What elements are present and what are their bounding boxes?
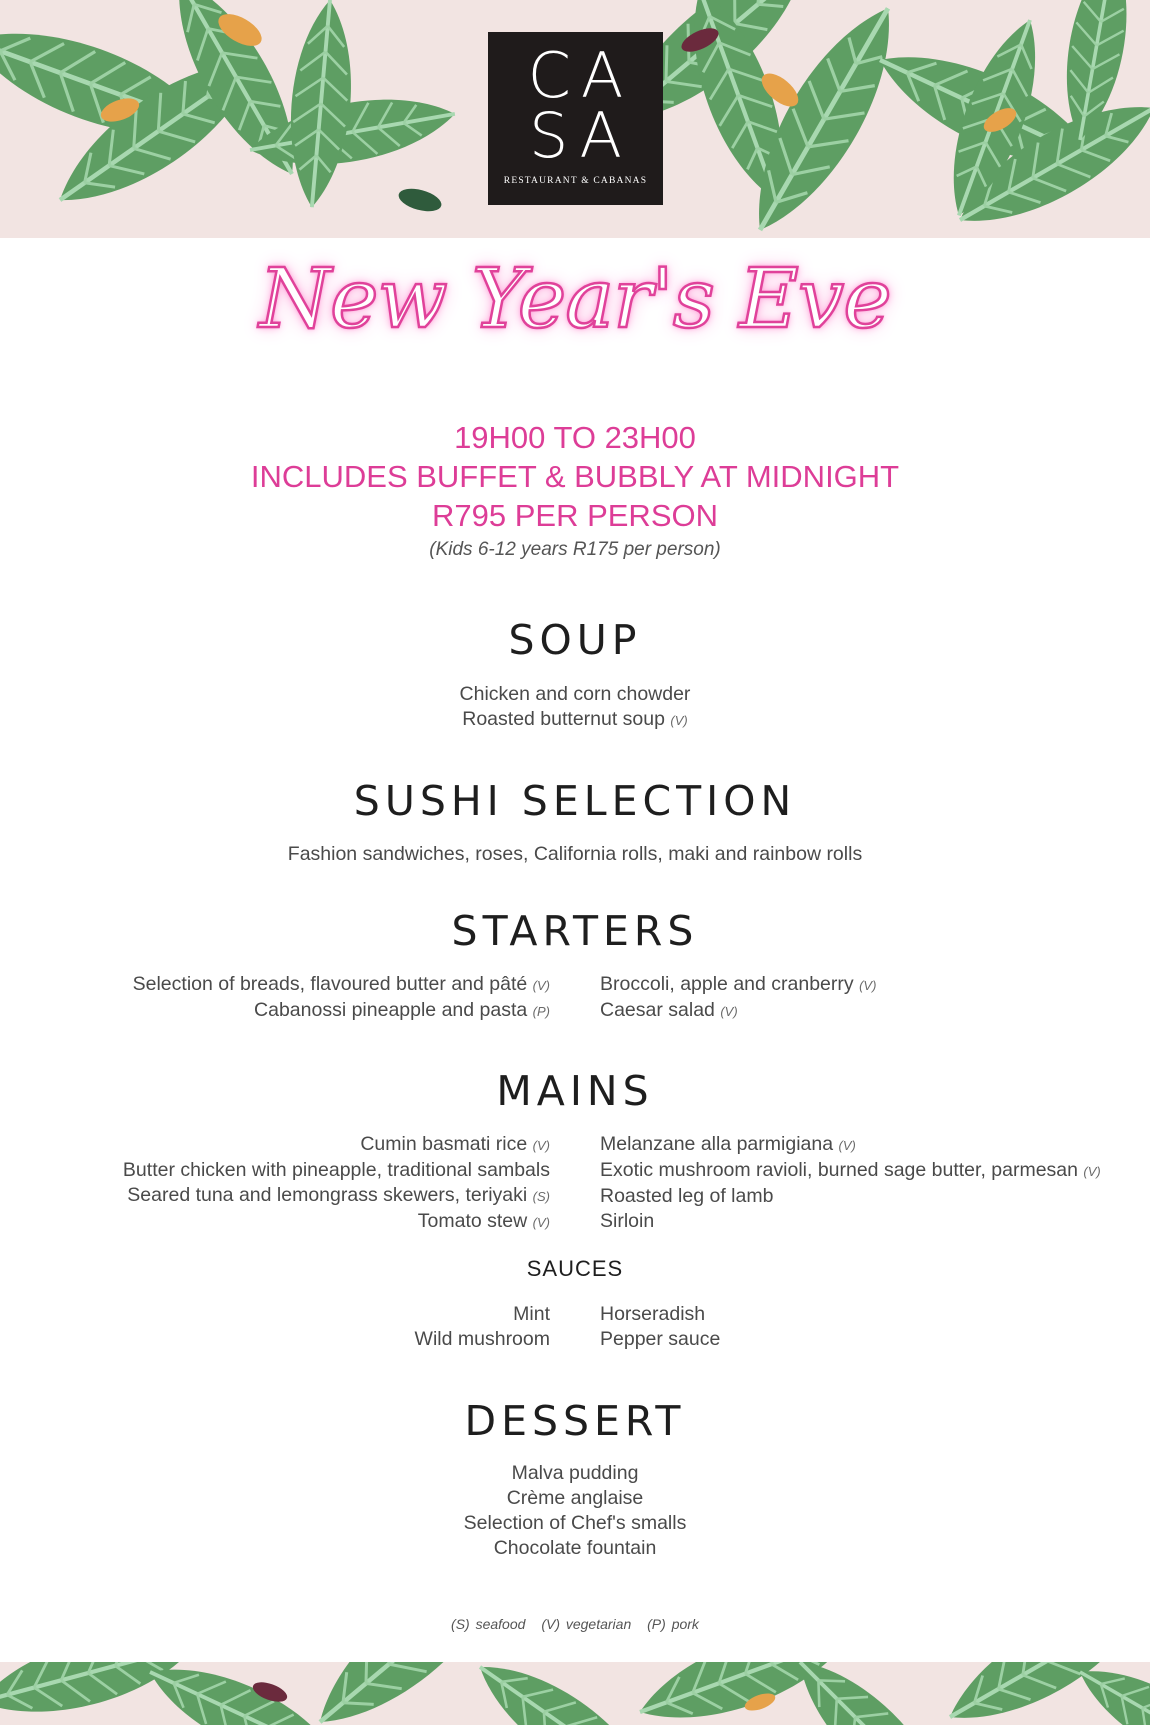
menu-item xyxy=(123,1132,550,1158)
menu-item-name: Seared tuna and lemongrass skewers, teriyaki xyxy=(127,1184,528,1206)
mains-right-column xyxy=(600,1132,1101,1234)
logo-line-1: CA xyxy=(527,39,634,112)
sauce-item: Mint xyxy=(513,1303,550,1325)
dessert-list xyxy=(0,1461,1150,1561)
diet-tag: (V) xyxy=(720,1004,738,1019)
dessert-item: Selection of Chef's smalls xyxy=(463,1512,687,1534)
legend-vegetarian: (V) vegetarian xyxy=(541,1616,632,1632)
sauce-item: Pepper sauce xyxy=(600,1328,721,1350)
sauces-left-column xyxy=(415,1302,550,1352)
bottom-leaf-banner xyxy=(0,1662,1150,1725)
menu-item xyxy=(123,1183,550,1209)
menu-item-name: Butter chicken with pineapple, traditional sambals xyxy=(122,1159,550,1181)
menu-item-name: Roasted leg of lamb xyxy=(600,1185,774,1207)
starters-left-column xyxy=(133,972,550,1024)
menu-item-name: Sirloin xyxy=(600,1210,655,1232)
menu-item xyxy=(133,972,550,998)
legend-seafood: (S) seafood xyxy=(451,1616,526,1632)
menu-item xyxy=(123,1209,550,1235)
section-title-mains: MAINS xyxy=(496,1067,654,1115)
menu-item-name: Tomato stew xyxy=(417,1210,528,1232)
soup-item-name: Chicken and corn chowder xyxy=(459,683,691,705)
menu-item xyxy=(123,1158,550,1183)
starters-right-column xyxy=(600,972,876,1024)
logo-line-2: SA xyxy=(529,99,632,172)
menu-item-name: Exotic mushroom ravioli, burned sage butter, parmesan xyxy=(600,1159,1078,1181)
event-price: R795 PER PERSON xyxy=(432,498,718,533)
dessert-item: Malva pudding xyxy=(511,1462,639,1484)
leaf-pattern-bottom xyxy=(0,1662,1150,1725)
event-time: 19H00 TO 23H00 xyxy=(454,420,696,455)
menu-item xyxy=(600,1132,1101,1158)
soup-item xyxy=(0,707,1150,733)
section-title-soup: SOUP xyxy=(508,616,642,664)
diet-tag: (V) xyxy=(859,978,877,993)
casa-logo xyxy=(488,32,663,205)
headline-neon: New Year's Eve xyxy=(259,252,891,347)
diet-tag: (V) xyxy=(1083,1164,1101,1179)
menu-item-name: Melanzane alla parmigiana xyxy=(600,1133,834,1155)
section-title-sushi: SUSHI SELECTION xyxy=(353,777,797,825)
sauces-right-column xyxy=(600,1302,720,1352)
sushi-text: Fashion sandwiches, roses, California rolls, maki and rainbow rolls xyxy=(287,843,863,865)
sauce-item: Wild mushroom xyxy=(414,1328,550,1350)
soup-item xyxy=(0,682,1150,707)
section-title-starters: STARTERS xyxy=(451,907,699,955)
logo-subtitle: RESTAURANT & CABANAS xyxy=(503,176,648,186)
section-title-dessert: DESSERT xyxy=(464,1397,686,1445)
menu-item-name: Selection of breads, flavoured butter and pâté xyxy=(132,973,528,995)
menu-item-name: Broccoli, apple and cranberry xyxy=(600,973,854,995)
menu-item xyxy=(600,998,876,1024)
menu-item xyxy=(600,1209,1101,1234)
sauce-item: Horseradish xyxy=(600,1303,706,1325)
kids-price: (Kids 6-12 years R175 per person) xyxy=(429,539,721,560)
menu-item xyxy=(600,1184,1101,1209)
mains-left-column xyxy=(123,1132,550,1235)
diet-tag: (S) xyxy=(532,1189,550,1204)
diet-tag: (V) xyxy=(532,1215,550,1230)
dessert-item: Crème anglaise xyxy=(506,1487,644,1509)
diet-tag: (V) xyxy=(670,713,688,728)
menu-item xyxy=(600,1158,1101,1184)
menu-item-name: Cumin basmati rice xyxy=(360,1133,528,1155)
diet-tag: (V) xyxy=(838,1138,856,1153)
event-info xyxy=(0,418,1150,565)
legend-pork: (P) pork xyxy=(647,1616,699,1632)
diet-legend xyxy=(0,1616,1150,1632)
menu-item-name: Cabanossi pineapple and pasta xyxy=(254,999,528,1021)
menu-item xyxy=(600,972,876,998)
diet-tag: (V) xyxy=(532,978,550,993)
event-includes: INCLUDES BUFFET & BUBBLY AT MIDNIGHT xyxy=(250,459,900,494)
soup-list xyxy=(0,682,1150,733)
menu-item xyxy=(133,998,550,1024)
diet-tag: (P) xyxy=(532,1004,550,1019)
dessert-item: Chocolate fountain xyxy=(493,1537,657,1559)
section-title-sauces: SAUCES xyxy=(526,1256,624,1281)
menu-item-name: Caesar salad xyxy=(600,999,715,1021)
soup-item-name: Roasted butternut soup xyxy=(462,708,665,730)
diet-tag: (V) xyxy=(532,1138,550,1153)
